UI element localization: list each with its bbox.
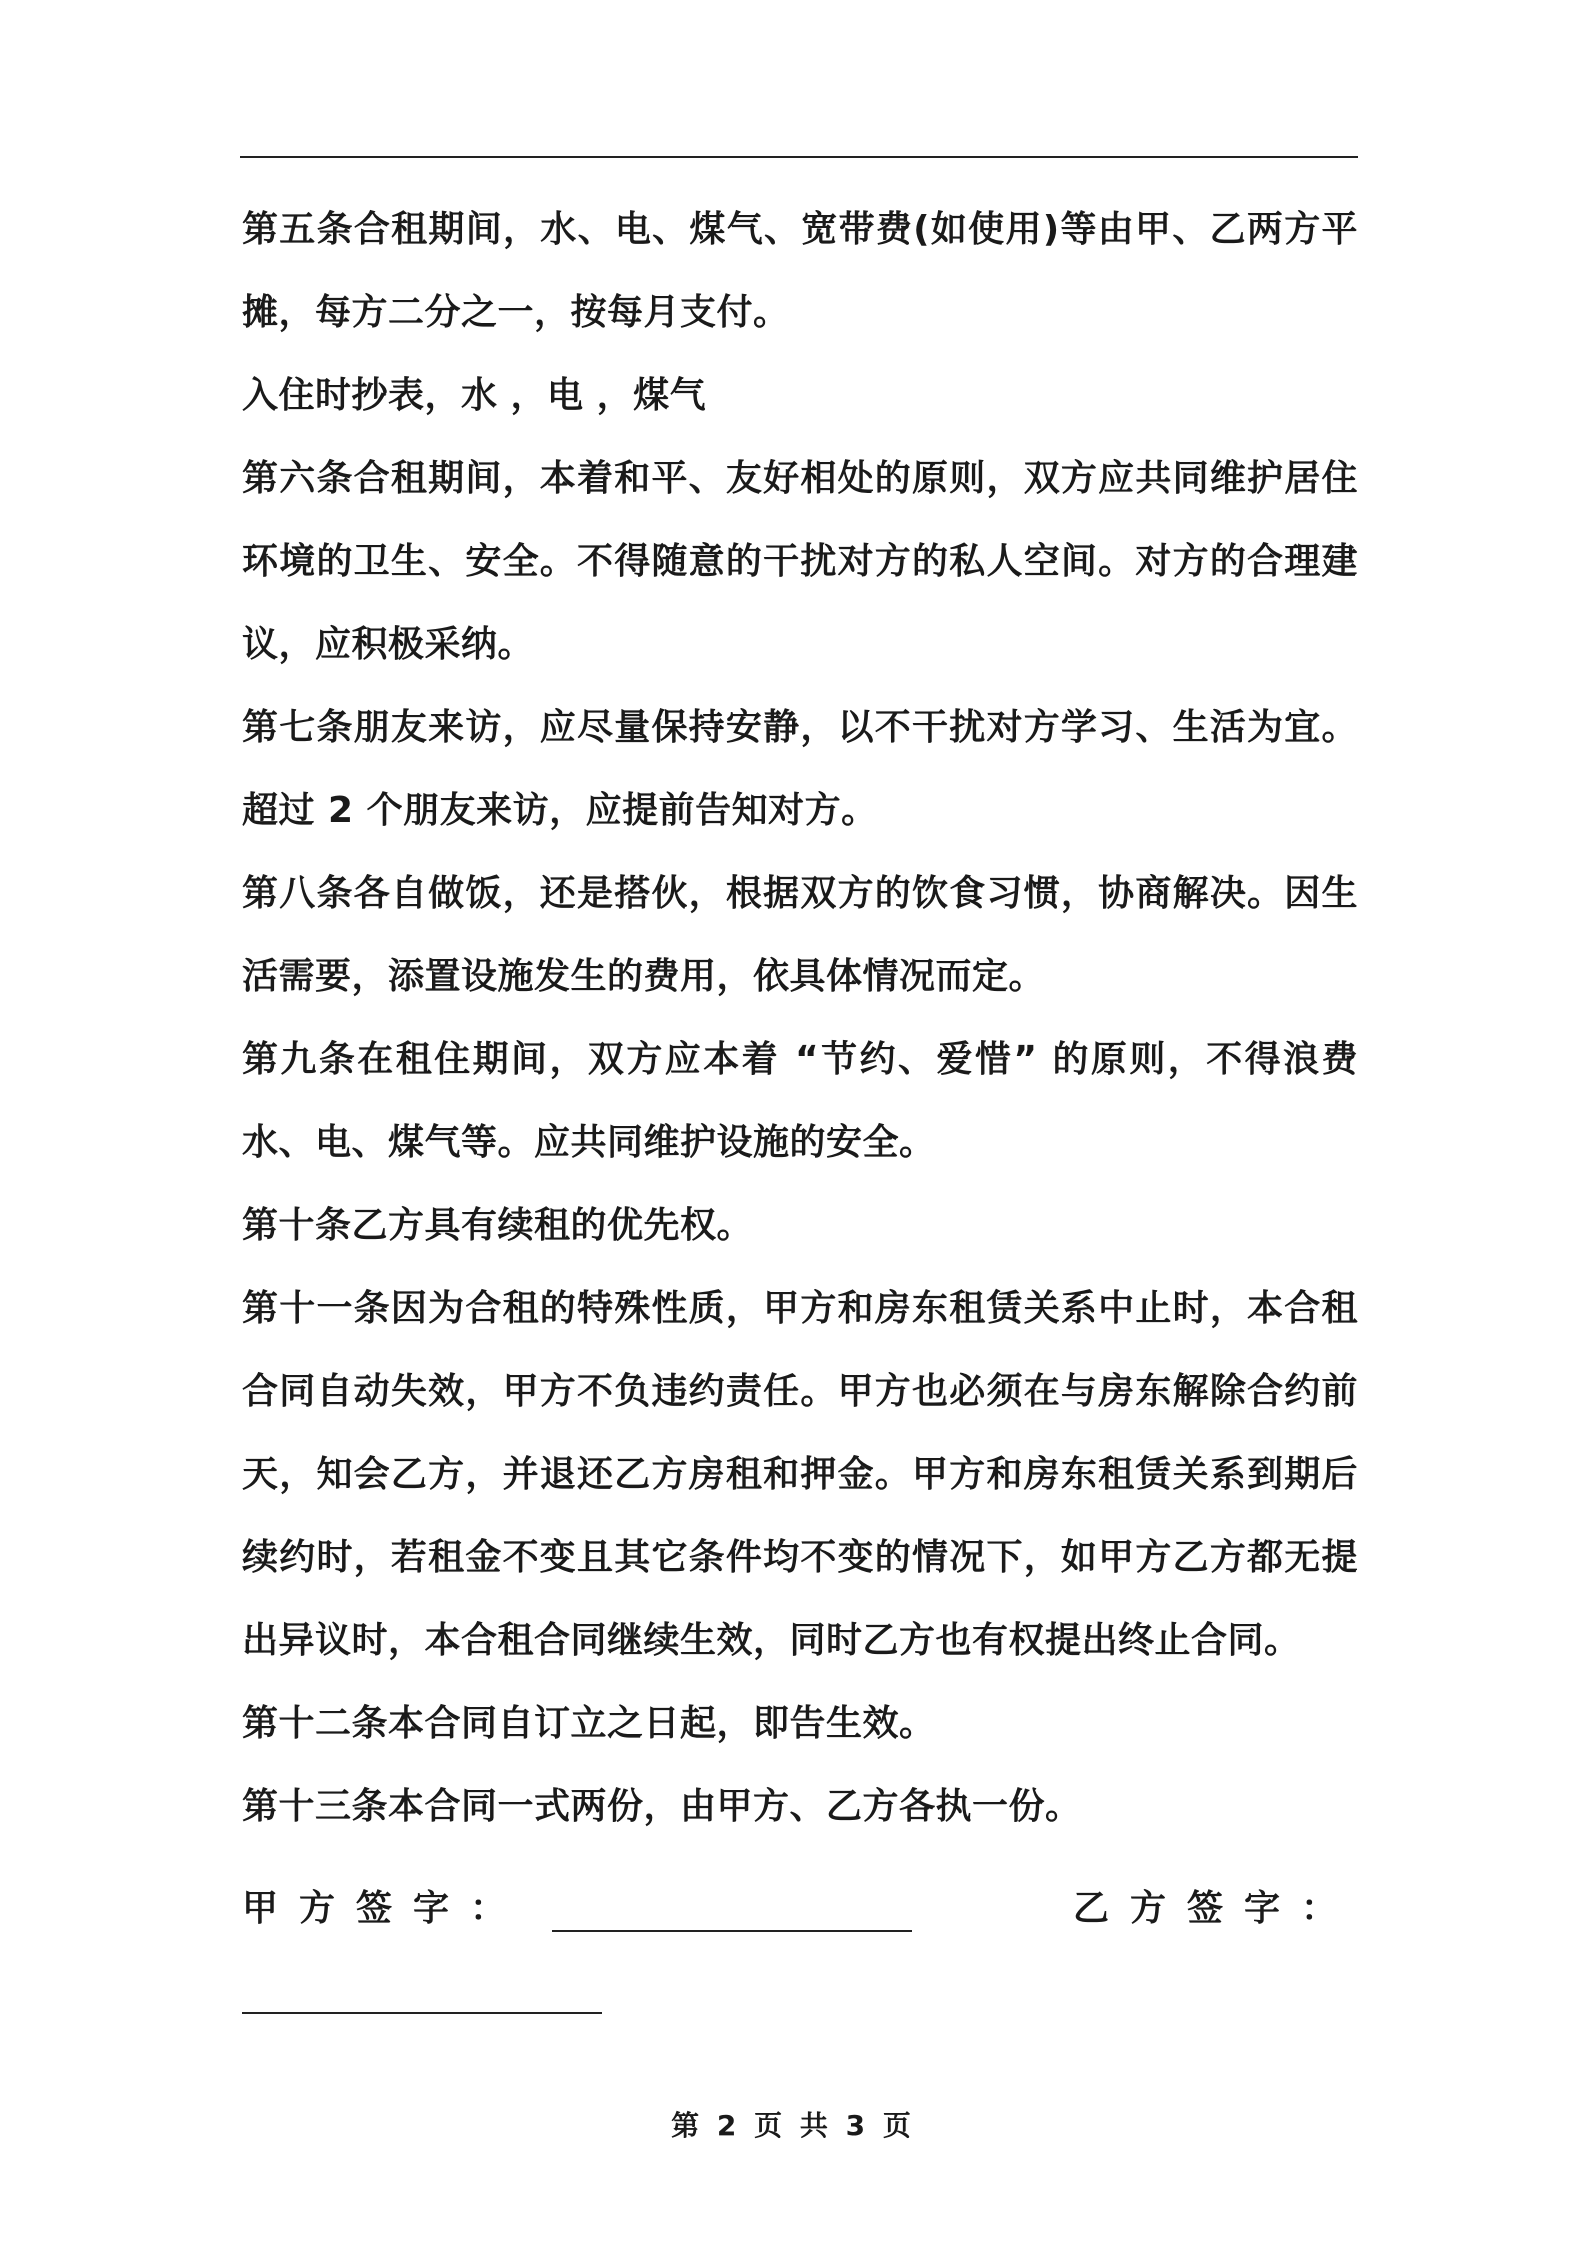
party-b-signature-line bbox=[242, 2012, 602, 2014]
party-a-signature-label: 甲方签字： bbox=[242, 1888, 528, 1929]
party-b-signature-label: 乙方签字： bbox=[1072, 1888, 1358, 1929]
paragraph-article-13: 第十三条本合同一式两份，由甲方、乙方各执一份。 bbox=[242, 1786, 1082, 1827]
document-body bbox=[242, 188, 1358, 1848]
paragraph-article-5: 第五条合租期间，水、电、煤气、宽带费(如使用)等由甲、乙两方平摊，每方二分之一，按每月支付。 bbox=[242, 209, 1358, 333]
page-number-footer: 第 2 页 共 3 页 bbox=[671, 2109, 915, 2142]
paragraph-article-9: 第九条在租住期间，双方应本着 “节约、爱惜” 的原则，不得浪费水、电、煤气等。应共同维护设施的安全。 bbox=[242, 1039, 1358, 1163]
party-a-signature-line bbox=[552, 1930, 912, 1932]
paragraph-article-7: 第七条朋友来访，应尽量保持安静，以不干扰对方学习、生活为宜。超过 2 个朋友来访，应提前告知对方。 bbox=[242, 707, 1358, 831]
paragraph-article-8: 第八条各自做饭，还是搭伙，根据双方的饮食习惯，协商解决。因生活需要，添置设施发生的费用，依具体情况而定。 bbox=[242, 873, 1358, 997]
header-rule bbox=[240, 156, 1358, 158]
signature-row bbox=[242, 1860, 1358, 1943]
paragraph-article-10: 第十条乙方具有续租的优先权。 bbox=[242, 1205, 754, 1246]
paragraph-article-11: 第十一条因为合租的特殊性质，甲方和房东租赁关系中止时，本合租合同自动失效，甲方不负违约责任。甲方也必须在与房东解除合约前天，知会乙方，并退还乙方房租和押金。甲方和房东租赁关系到期后续约时，若租金不变且其它条件均不变的情况下，如甲方乙方都无提出异议时，本合租合同继续生效，同时乙方也有权提出终止合同。 bbox=[242, 1288, 1358, 1661]
paragraph-meter-reading: 入住时抄表，水 ，电 ，煤气 bbox=[242, 375, 707, 416]
paragraph-article-6: 第六条合租期间，本着和平、友好相处的原则，双方应共同维护居住环境的卫生、安全。不得随意的干扰对方的私人空间。对方的合理建议，应积极采纳。 bbox=[242, 458, 1358, 665]
paragraph-article-12: 第十二条本合同自订立之日起，即告生效。 bbox=[242, 1703, 936, 1744]
